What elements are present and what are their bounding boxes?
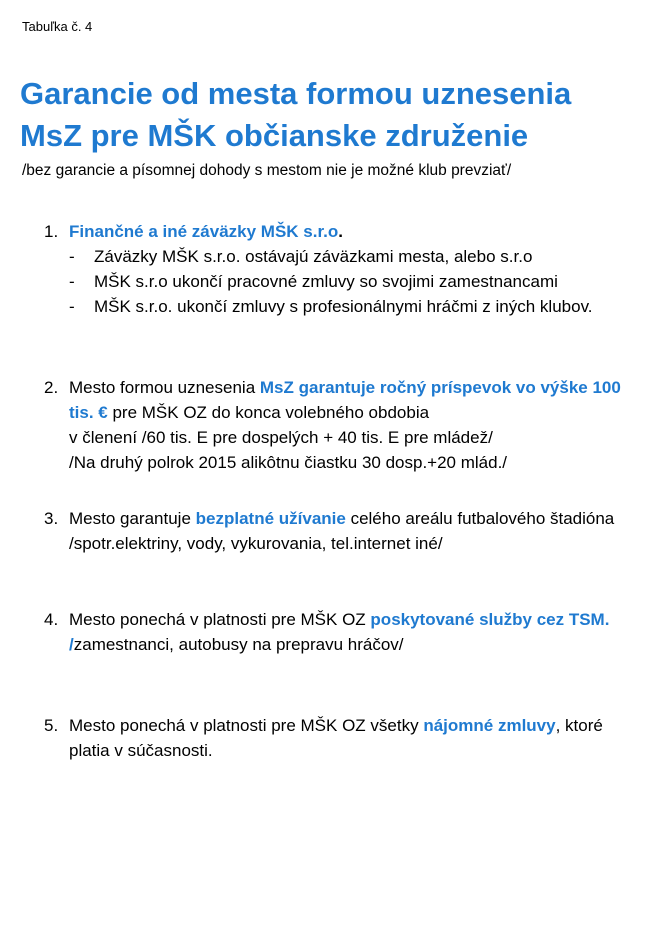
item-line-4: /Na druhý polrok 2015 alikôtnu čiastku 30 dosp.+20 mlád./ [69, 453, 508, 472]
dash-bullet: - [69, 272, 75, 291]
sub-list-item-text: MŠK s.r.o. ukončí zmluvy s profesionálnymi hráčmi z iných klubov. [94, 297, 593, 316]
sub-list-item [69, 294, 634, 319]
title-line-1: Garancie od mesta formou uznesenia [20, 76, 572, 111]
item-body [69, 219, 634, 319]
list-item-5 [44, 713, 634, 763]
item-number: 5. [44, 716, 59, 735]
item-text-a: Mesto formou uznesenia [69, 378, 260, 397]
item-text-a: Mesto ponechá v platnosti pre MŠK OZ všetky [69, 716, 424, 735]
item-body [69, 506, 634, 556]
item-text-b: , ktoré platia v súčasnosti. [69, 716, 603, 760]
sub-list-item-text: MŠK s.r.o ukončí pracovné zmluvy so svojimi zamestnancami [94, 272, 558, 291]
item-number: 3. [44, 509, 59, 528]
item-text-b: pre MŠK OZ do konca volebného obdobia [107, 403, 430, 422]
table-label: Tabuľka č. 4 [22, 19, 93, 34]
item-highlight: poskytované služby cez TSM. / [69, 610, 610, 654]
list-item-3 [44, 506, 634, 556]
item-paragraph [69, 375, 634, 425]
sub-list-item [69, 244, 634, 269]
document-subtitle: /bez garancie a písomnej dohody s mestom nie je možné klub prevziať/ [22, 162, 512, 179]
item-line-3: v členení /60 tis. E pre dospelých + 40 tis. E pre mládež/ [69, 428, 493, 447]
list-item-2 [44, 375, 634, 475]
dash-bullet: - [69, 247, 75, 266]
sub-list-item-text: Záväzky MŠK s.r.o. ostávajú záväzkami mesta, alebo s.r.o [94, 247, 533, 266]
item-body [69, 607, 634, 657]
item-text-b: zamestnanci, autobusy na prepravu hráčov/ [73, 635, 404, 654]
document-title [20, 73, 640, 157]
sub-list-item [69, 269, 634, 294]
item-body [69, 375, 634, 475]
item-highlight: MsZ garantuje ročný príspevok vo výške 100 tis. € [69, 378, 621, 422]
sub-list [69, 244, 634, 319]
item-text-b: celého areálu futbalového štadióna /spotr.elektriny, vody, vykurovania, tel.internet iné/ [69, 509, 615, 553]
item-heading [69, 219, 634, 244]
list-item-1 [44, 219, 634, 319]
item-highlight: bezplatné užívanie [195, 509, 346, 528]
item-number: 1. [44, 222, 59, 241]
item-text-a: Mesto ponechá v platnosti pre MŠK OZ [69, 610, 371, 629]
item-heading-highlight: Finančné a iné záväzky MŠK s.r.o [69, 222, 339, 241]
item-heading-end: . [338, 222, 344, 241]
item-body [69, 713, 634, 763]
dash-bullet: - [69, 297, 75, 316]
item-number: 2. [44, 378, 59, 397]
item-number: 4. [44, 610, 59, 629]
item-highlight: nájomné zmluvy [423, 716, 556, 735]
title-line-2: MsZ pre MŠK občianske združenie [20, 118, 529, 153]
item-text-a: Mesto garantuje [69, 509, 196, 528]
list-item-4 [44, 607, 634, 657]
